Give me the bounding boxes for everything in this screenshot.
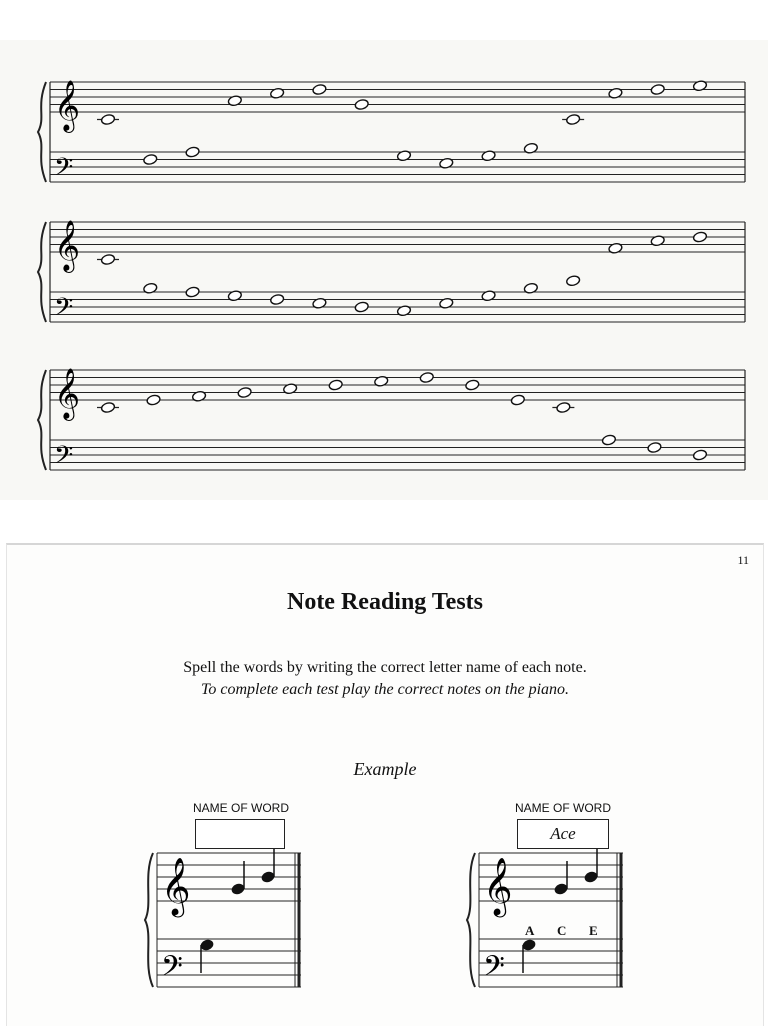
treble-clef-icon: 𝄞: [54, 80, 81, 131]
bass-clef-icon: 𝄢: [161, 950, 183, 990]
whole-note-icon: [566, 114, 581, 126]
whole-note-icon: [143, 154, 158, 166]
treble-clef-icon: 𝄞: [483, 857, 513, 915]
blank-example-word-label: NAME OF WORD: [193, 801, 289, 815]
brace-icon: [38, 370, 46, 470]
whole-note-icon: [556, 402, 571, 414]
whole-note-icon: [185, 286, 200, 298]
whole-note-icon: [419, 372, 434, 384]
whole-note-icon: [693, 449, 708, 461]
whole-note-icon: [510, 394, 525, 406]
example-staves: [7, 545, 763, 1026]
instruction-text: Spell the words by writing the correct letter name of each note.: [183, 659, 587, 676]
whole-note-icon: [465, 379, 480, 391]
brace-icon: [145, 853, 153, 987]
bass-clef-icon: 𝄢: [483, 950, 505, 990]
answered-example-word-label: NAME OF WORD: [515, 801, 611, 815]
grand-staff-sheet: [0, 40, 768, 500]
example-label: Example: [353, 759, 417, 779]
whole-note-icon: [237, 387, 252, 399]
treble-clef-icon: 𝄞: [54, 220, 81, 271]
whole-note-icon: [566, 275, 581, 287]
whole-note-icon: [693, 231, 708, 243]
brace-icon: [467, 853, 475, 987]
answered-example-answer-box[interactable]: Ace: [517, 819, 609, 849]
blank-example-staff: [145, 849, 301, 990]
whole-note-icon: [647, 442, 662, 454]
whole-note-icon: [185, 146, 200, 158]
whole-note-icon: [650, 84, 665, 96]
whole-note-icon: [312, 84, 327, 96]
brace-icon: [38, 222, 46, 322]
bass-clef-icon: 𝄢: [54, 441, 74, 476]
worksheet-page: [6, 543, 764, 1026]
page-title: Note Reading Tests: [286, 589, 484, 615]
page-number: 11: [737, 553, 749, 567]
whole-note-icon: [146, 394, 161, 406]
answered-example-staff: [467, 849, 623, 990]
bass-clef-icon: 𝄢: [54, 153, 74, 188]
whole-note-icon: [101, 402, 116, 414]
brace-icon: [38, 82, 46, 182]
whole-note-icon: [101, 114, 116, 126]
grand-staff-systems: [0, 40, 768, 500]
whole-note-icon: [101, 254, 116, 266]
bass-clef-icon: 𝄢: [54, 293, 74, 328]
example-letter-a: A: [525, 923, 535, 938]
whole-note-icon: [602, 434, 617, 446]
example-letter-c: C: [557, 923, 567, 938]
treble-clef-icon: 𝄞: [161, 857, 191, 915]
treble-clef-icon: 𝄞: [54, 368, 81, 419]
whole-note-icon: [328, 379, 343, 391]
example-letter-e: E: [589, 923, 598, 938]
instruction-italic-text: To complete each test play the correct notes on the piano.: [200, 681, 570, 698]
whole-note-icon: [354, 301, 369, 313]
whole-note-icon: [270, 294, 285, 306]
whole-note-icon: [354, 99, 369, 111]
